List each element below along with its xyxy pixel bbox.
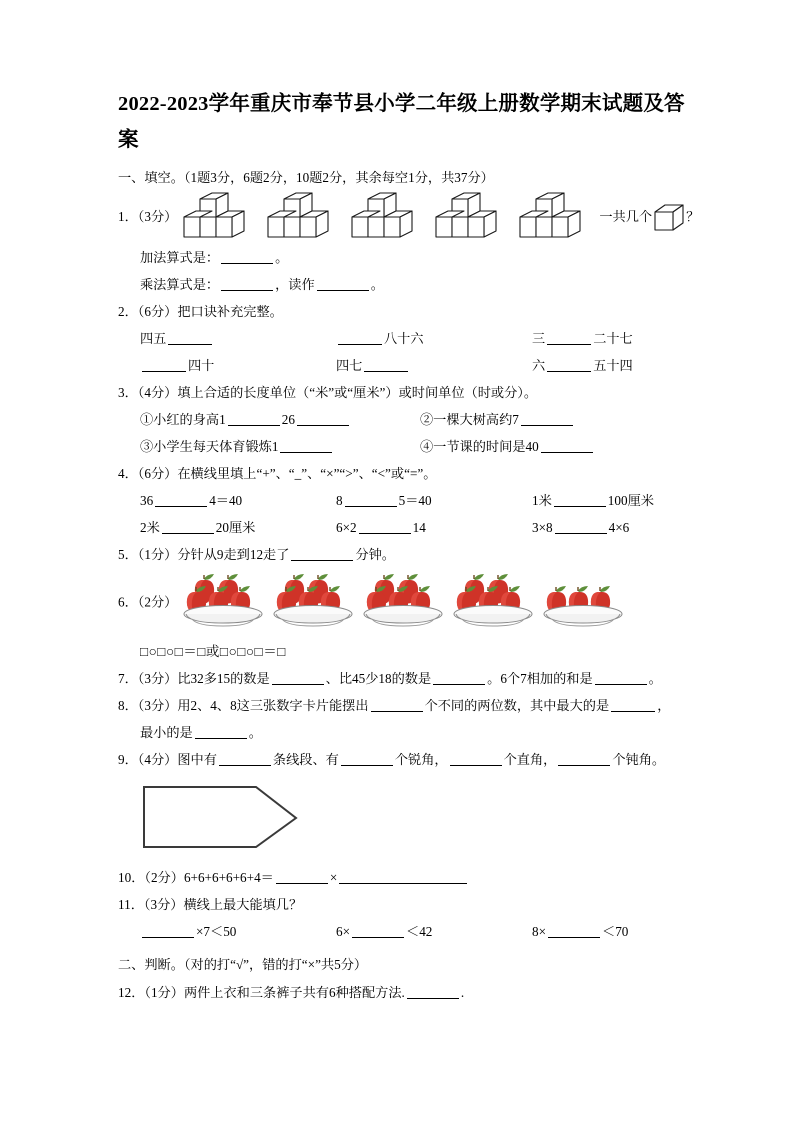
question-9-part-5: 个钝角。 [612, 752, 666, 767]
answer-blank[interactable] [345, 493, 397, 507]
answer-blank[interactable] [407, 985, 459, 999]
mnemonic-pre: 六 [532, 358, 546, 373]
page-title: 2022-2023学年重庆市奉节县小学二年级上册数学期末试题及答案 [118, 93, 685, 151]
question-1-addition-label: 加法算式是： [140, 250, 220, 265]
question-10-operator: × [329, 870, 338, 885]
question-3-score: （4分） [137, 385, 178, 400]
ineq-post: ＜70 [602, 924, 629, 939]
question-11-cell [336, 918, 532, 945]
answer-blank[interactable] [297, 412, 349, 426]
question-6 [118, 568, 688, 665]
question-1-multiplication-label: 乘法算式是： [140, 277, 220, 292]
question-4-row-1 [118, 487, 688, 514]
question-2-cell [140, 325, 336, 352]
expr-post: 4×6 [608, 520, 630, 535]
answer-blank[interactable] [433, 671, 485, 685]
question-11-prompt-line [118, 891, 688, 918]
question-6-symbol-line: □○□○□＝□或□○□○□＝□ [140, 644, 286, 659]
question-3-item [420, 433, 700, 460]
answer-blank[interactable] [272, 671, 324, 685]
question-2-score: （6分） [137, 304, 178, 319]
question-10-number: 10． [118, 870, 145, 885]
expr-post: 5＝40 [398, 493, 432, 508]
question-8-line-1 [118, 692, 688, 719]
answer-blank[interactable] [352, 924, 404, 938]
answer-blank[interactable] [521, 412, 573, 426]
expr-post: 14 [412, 520, 426, 535]
ineq-pre: 8× [532, 924, 547, 939]
question-12-number: 12． [118, 985, 145, 1000]
question-10-line [118, 864, 688, 891]
question-4-cell [532, 514, 702, 541]
question-4-prompt: 在横线里填上“+”、“_”、“×”“>”、“<”或“=”。 [177, 466, 437, 481]
expr-pre: 1米 [532, 493, 552, 508]
question-9 [118, 746, 688, 858]
answer-blank[interactable] [558, 752, 610, 766]
question-9-part-3: 个锐角， [394, 752, 448, 767]
question-9-figure [118, 777, 688, 858]
question-5-number: 5． [118, 547, 138, 562]
question-3-item [420, 406, 700, 433]
single-cube-icon [652, 202, 686, 234]
item-mid-value: 26 [281, 412, 295, 427]
question-10-expression: 6+6+6+6+6+4＝ [183, 870, 274, 885]
cube-group [179, 192, 261, 244]
question-9-part-4: 个直角， [503, 752, 557, 767]
answer-blank[interactable] [541, 439, 593, 453]
question-11-cell [532, 918, 702, 945]
question-4-number: 4． [118, 466, 138, 481]
cube-group [263, 192, 345, 244]
question-2-prompt-line [118, 298, 688, 325]
question-2-cell [532, 325, 702, 352]
question-6-score: （2分） [137, 594, 178, 610]
question-2-cell [336, 352, 532, 379]
question-10-score: （2分） [144, 870, 184, 885]
expr-pre: 6×2 [336, 520, 357, 535]
ineq-post: ＜42 [406, 924, 433, 939]
question-11-row [118, 918, 688, 945]
question-11-score: （3分） [143, 897, 184, 912]
expr-pre: 2米 [140, 520, 160, 535]
apple-plate [451, 568, 537, 639]
question-3-row-2 [118, 433, 688, 460]
answer-blank[interactable] [359, 520, 411, 534]
question-4 [118, 460, 688, 541]
ineq-pre: 6× [336, 924, 351, 939]
cube-group [431, 192, 513, 244]
question-9-score: （4分） [137, 752, 178, 767]
apple-plate [181, 568, 267, 639]
question-1 [118, 192, 700, 298]
question-2-prompt: 把口诀补充完整。 [177, 304, 283, 319]
mnemonic-post: 四十 [188, 358, 215, 373]
question-10 [118, 864, 688, 891]
answer-blank[interactable] [219, 752, 271, 766]
question-12-text-pre: 两件上衣和三条裤子共有6种搭配方法. [183, 985, 405, 1000]
apple-plate [361, 568, 447, 639]
question-7-part-3: 。6个7相加的和是 [487, 671, 593, 686]
question-4-cell [336, 514, 532, 541]
question-2-cell [532, 352, 702, 379]
question-4-cell [140, 514, 336, 541]
answer-blank[interactable] [142, 924, 194, 938]
cube-figure-group [179, 192, 599, 244]
question-8 [118, 692, 688, 746]
question-3-prompt-line [118, 379, 688, 406]
question-1-line-2 [118, 244, 688, 271]
expr-pre: 36 [140, 493, 154, 508]
question-1-line-3 [118, 271, 688, 298]
question-12 [118, 979, 688, 1006]
question-8-line2-post: 。 [248, 725, 262, 740]
question-12-line [118, 979, 688, 1006]
question-1-number: 1． [118, 209, 138, 225]
question-9-part-1: 图中有 [177, 752, 217, 767]
question-2-number: 2． [118, 304, 138, 319]
expr-post: 20厘米 [215, 520, 256, 535]
question-2-cell [336, 325, 532, 352]
answer-blank[interactable] [611, 698, 655, 712]
mnemonic-pre: 四七 [336, 358, 363, 373]
apple-plate-figure-group [181, 568, 631, 639]
answer-blank[interactable] [142, 358, 186, 372]
expr-post: 4＝40 [209, 493, 243, 508]
expr-pre: 8 [336, 493, 343, 508]
expr-post: 100厘米 [607, 493, 654, 508]
question-8-score: （3分） [137, 698, 178, 713]
question-5-text-post: 分钟。 [355, 547, 395, 562]
section-heading-true-false: 二、判断。（对的打“√”，错的打“×”共5分） [118, 957, 368, 972]
answer-blank[interactable] [221, 277, 273, 291]
question-12-score: （1分） [144, 985, 184, 1000]
question-1-line3-end: 。 [370, 277, 384, 292]
question-8-part-3: ， [657, 698, 671, 713]
answer-blank[interactable] [338, 331, 382, 345]
question-7-score: （3分） [137, 671, 178, 686]
answer-blank[interactable] [228, 412, 280, 426]
cube-group [347, 192, 429, 244]
question-3-prompt: 填上合适的长度单位（“米”或“厘米”）或时间单位（时或分）。 [177, 385, 538, 400]
answer-blank[interactable] [339, 870, 467, 884]
question-5 [118, 541, 688, 568]
question-5-text-pre: 分针从9走到12走了 [177, 547, 290, 562]
answer-blank[interactable] [554, 493, 606, 507]
question-11-cell [140, 918, 336, 945]
answer-blank[interactable] [364, 358, 408, 372]
answer-blank[interactable] [195, 725, 247, 739]
question-12-text-post: . [460, 985, 465, 1000]
question-2 [118, 298, 688, 379]
ineq-post: ×7＜50 [196, 924, 237, 939]
question-7-part-1: 比32多15的数是 [177, 671, 270, 686]
question-7-number: 7． [118, 671, 138, 686]
answer-blank[interactable] [276, 870, 328, 884]
question-4-cell [140, 487, 336, 514]
item-text: ④一节课的时间是40 [420, 439, 539, 454]
mnemonic-pre: 三 [532, 331, 546, 346]
item-text: ③小学生每天体育锻炼1 [140, 439, 279, 454]
question-6-figure-line [118, 568, 688, 639]
answer-blank[interactable] [595, 671, 647, 685]
question-4-score: （6分） [137, 466, 178, 481]
question-2-cell [140, 352, 336, 379]
question-11 [118, 891, 688, 945]
answer-blank[interactable] [341, 752, 393, 766]
mnemonic-post: 八十六 [384, 331, 424, 346]
question-2-row-2 [118, 352, 688, 379]
mnemonic-post: 五十四 [593, 358, 633, 373]
question-4-cell [336, 487, 532, 514]
item-text: ①小红的身高1 [140, 412, 226, 427]
page-content [118, 86, 700, 1006]
mnemonic-pre: 四五 [140, 331, 167, 346]
question-3-item [140, 433, 420, 460]
question-4-cell [532, 487, 702, 514]
answer-blank[interactable] [450, 752, 502, 766]
question-1-question-mark: ？ [686, 209, 700, 225]
answer-blank[interactable] [291, 547, 353, 561]
question-9-number: 9． [118, 752, 138, 767]
answer-blank[interactable] [168, 331, 212, 345]
question-1-line3-mid: ，读作 [275, 277, 315, 292]
answer-blank[interactable] [155, 493, 207, 507]
question-3-row-1 [118, 406, 688, 433]
question-8-part-2: 个不同的两位数，其中最大的是 [424, 698, 610, 713]
question-1-score: （3分） [137, 209, 178, 225]
question-3-number: 3． [118, 385, 138, 400]
section-heading-fill-blank: 一、填空。（1题3分，6题2分，10题2分，其余每空1分，共37分） [118, 170, 494, 185]
question-8-line-2 [118, 719, 688, 746]
answer-blank[interactable] [547, 331, 591, 345]
expr-pre: 3×8 [532, 520, 553, 535]
question-3 [118, 379, 688, 460]
question-2-row-1 [118, 325, 688, 352]
question-5-line [118, 541, 688, 568]
question-5-score: （1分） [137, 547, 178, 562]
item-text: ②一棵大树高约7 [420, 412, 519, 427]
answer-blank[interactable] [371, 698, 423, 712]
answer-blank[interactable] [162, 520, 214, 534]
question-9-part-2: 条线段、有 [272, 752, 339, 767]
question-3-item [140, 406, 420, 433]
apple-plate-partial [541, 568, 627, 639]
answer-blank[interactable] [555, 520, 607, 534]
answer-blank[interactable] [280, 439, 332, 453]
question-6-number: 6． [118, 594, 138, 610]
answer-blank[interactable] [317, 277, 369, 291]
question-1-tail-text: 一共几个 [599, 209, 653, 225]
question-11-prompt: 横线上最大能填几？ [183, 897, 303, 912]
question-8-part-1: 用2、4、8这三张数字卡片能摆出 [177, 698, 369, 713]
question-4-prompt-line [118, 460, 688, 487]
question-1-line2-end: 。 [275, 250, 289, 265]
question-9-line [118, 746, 688, 773]
question-8-line2-pre: 最小的是 [140, 725, 193, 740]
mnemonic-post: 二十七 [593, 331, 633, 346]
question-7-part-4: 。 [648, 671, 662, 686]
question-11-number: 11． [118, 897, 144, 912]
answer-blank[interactable] [548, 924, 600, 938]
answer-blank[interactable] [221, 250, 273, 264]
answer-blank[interactable] [547, 358, 591, 372]
cube-group [515, 192, 597, 244]
question-1-line-1 [118, 192, 700, 244]
question-7-line [118, 665, 688, 692]
question-7-part-2: 、比45少18的数是 [325, 671, 432, 686]
question-7 [118, 665, 688, 692]
question-8-number: 8． [118, 698, 138, 713]
apple-plate [271, 568, 357, 639]
question-4-row-2 [118, 514, 688, 541]
